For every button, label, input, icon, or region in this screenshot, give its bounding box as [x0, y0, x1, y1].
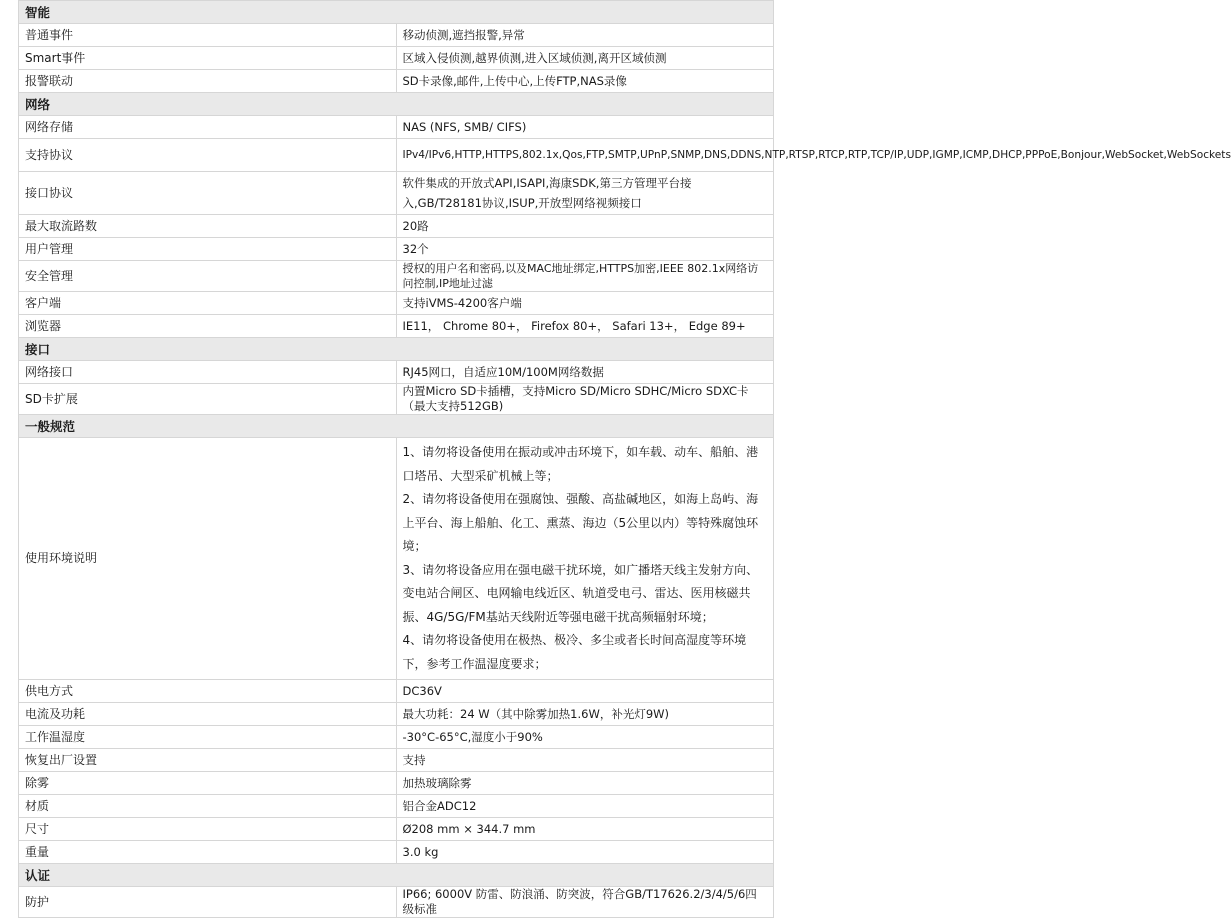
spec-row [19, 139, 774, 172]
spec-value: 3.0 kg [396, 841, 774, 864]
spec-row [19, 116, 774, 139]
spec-label: 供电方式 [19, 680, 397, 703]
spec-label: Smart事件 [19, 47, 397, 70]
spec-value: NAS (NFS, SMB/ CIFS) [396, 116, 774, 139]
spec-row [19, 680, 774, 703]
spec-row [19, 384, 774, 415]
spec-label: 接口协议 [19, 172, 397, 215]
spec-value: 加热玻璃除雾 [396, 772, 774, 795]
spec-label: 报警联动 [19, 70, 397, 93]
spec-row [19, 215, 774, 238]
spec-row [19, 749, 774, 772]
section-header-general [19, 415, 774, 438]
spec-label: 除雾 [19, 772, 397, 795]
spec-label: 电流及功耗 [19, 703, 397, 726]
spec-label: 重量 [19, 841, 397, 864]
spec-row [19, 703, 774, 726]
spec-value: 支持iVMS-4200客户端 [396, 292, 774, 315]
section-header-certification [19, 864, 774, 887]
env-note-1: 1、请勿将设备使用在振动或冲击环境下，如车载、动车、船舶、港口塔吊、大型采矿机械上等； [402, 445, 759, 483]
spec-label: 恢复出厂设置 [19, 749, 397, 772]
spec-value: SD卡录像,邮件,上传中心,上传FTP,NAS录像 [396, 70, 774, 93]
spec-label: 材质 [19, 795, 397, 818]
section-header-network [19, 93, 774, 116]
spec-value: 移动侦测,遮挡报警,异常 [396, 24, 774, 47]
spec-row [19, 238, 774, 261]
spec-row [19, 172, 774, 215]
spec-value-multiline [396, 438, 774, 680]
spec-label: 尺寸 [19, 818, 397, 841]
spec-value: 软件集成的开放式API,ISAPI,海康SDK,第三方管理平台接入,GB/T28181协议,ISUP,开放型网络视频接口 [396, 172, 774, 215]
spec-label: 网络接口 [19, 361, 397, 384]
spec-label: 网络存储 [19, 116, 397, 139]
spec-label: 防护 [19, 887, 397, 918]
spec-label: 客户端 [19, 292, 397, 315]
spec-row [19, 887, 774, 918]
env-note-4: 4、请勿将设备使用在极热、极冷、多尘或者长时间高湿度等环境下，参考工作温湿度要求； [402, 633, 747, 671]
section-title: 一般规范 [19, 415, 774, 438]
section-title: 智能 [19, 1, 774, 24]
spec-label: 支持协议 [19, 139, 397, 172]
section-title: 网络 [19, 93, 774, 116]
spec-row [19, 47, 774, 70]
section-header-interface [19, 338, 774, 361]
spec-label: 使用环境说明 [19, 438, 397, 680]
env-note-2: 2、请勿将设备使用在强腐蚀、强酸、高盐碱地区，如海上岛屿、海上平台、海上船舶、化工、熏蒸、海边（5公里以内）等特殊腐蚀环境； [402, 492, 759, 553]
spec-label: 工作温湿度 [19, 726, 397, 749]
spec-value: Ø208 mm × 344.7 mm [396, 818, 774, 841]
spec-row [19, 795, 774, 818]
spec-row [19, 361, 774, 384]
spec-value: 区域入侵侦测,越界侦测,进入区域侦测,离开区域侦测 [396, 47, 774, 70]
spec-row [19, 315, 774, 338]
spec-row [19, 772, 774, 795]
spec-value: IE11， Chrome 80+， Firefox 80+， Safari 13+， Edge 89+ [396, 315, 774, 338]
spec-row [19, 726, 774, 749]
spec-table [18, 0, 1231, 918]
spec-value: 20路 [396, 215, 774, 238]
spec-label: 用户管理 [19, 238, 397, 261]
spec-row [19, 292, 774, 315]
spec-value: 支持 [396, 749, 774, 772]
spec-value: DC36V [396, 680, 774, 703]
spec-label: 浏览器 [19, 315, 397, 338]
spec-value: 最大功耗：24 W（其中除雾加热1.6W，补光灯9W) [396, 703, 774, 726]
spec-row [19, 70, 774, 93]
env-note-3: 3、请勿将设备应用在强电磁干扰环境，如广播塔天线主发射方向、变电站合闸区、电网输电线近区、轨道受电弓、雷达、医用核磁共振、4G/5G/FM基站天线附近等强电磁干扰高频辐射环境； [402, 562, 759, 624]
spec-row [19, 841, 774, 864]
spec-value: 32个 [396, 238, 774, 261]
section-header-intelligence [19, 1, 774, 24]
spec-row [19, 261, 774, 292]
spec-label: 最大取流路数 [19, 215, 397, 238]
spec-row [19, 438, 774, 680]
spec-row [19, 24, 774, 47]
spec-label: SD卡扩展 [19, 384, 397, 415]
spec-label: 普通事件 [19, 24, 397, 47]
spec-value: IPv4/IPv6,HTTP,HTTPS,802.1x,Qos,FTP,SMTP,UPnP,SNMP,DNS,DDNS,NTP,RTSP,RTCP,RTP,TCP/IP,UDP,IGMP,ICMP,DHCP,PPPoE,Bonjour,WebSocket,WebSockets [396, 139, 774, 172]
spec-label: 安全管理 [19, 261, 397, 292]
spec-value: 铝合金ADC12 [396, 795, 774, 818]
spec-value: IP66; 6000V 防雷、防浪涌、防突波，符合GB/T17626.2/3/4/5/6四级标准 [396, 887, 774, 918]
section-title: 接口 [19, 338, 774, 361]
spec-value: -30°C-65°C,湿度小于90% [396, 726, 774, 749]
section-title: 认证 [19, 864, 774, 887]
spec-value: RJ45网口，自适应10M/100M网络数据 [396, 361, 774, 384]
spec-row [19, 818, 774, 841]
spec-value: 授权的用户名和密码,以及MAC地址绑定,HTTPS加密,IEEE 802.1x网络访问控制,IP地址过滤 [396, 261, 774, 292]
spec-value: 内置Micro SD卡插槽，支持Micro SD/Micro SDHC/Micro SDXC卡（最大支持512GB) [396, 384, 774, 415]
